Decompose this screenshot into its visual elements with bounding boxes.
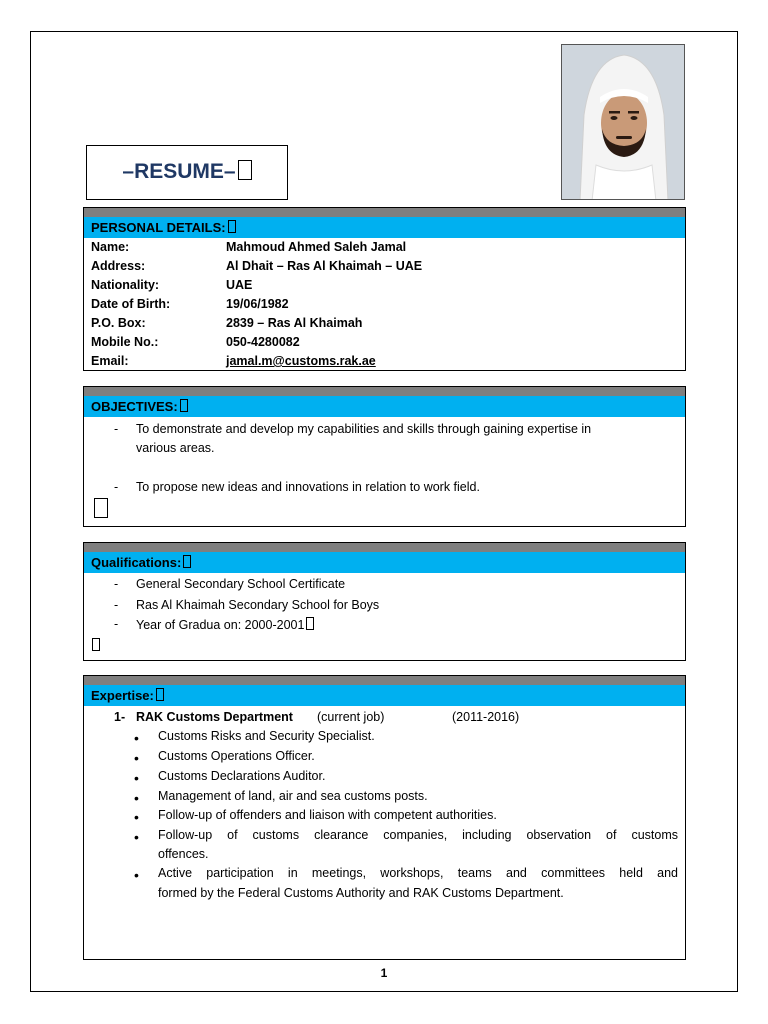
field-label: P.O. Box:	[91, 316, 146, 330]
qualification-item	[136, 617, 314, 632]
section-bar	[84, 543, 685, 552]
duty-item: Customs Operations Officer.	[158, 749, 315, 763]
field-value: 2839 – Ras Al Khaimah	[226, 316, 363, 330]
missing-glyph-icon	[228, 220, 236, 233]
bullet-marker: •	[134, 809, 139, 825]
qualification-item: General Secondary School Certificate	[136, 577, 346, 591]
personal-details-section	[83, 207, 686, 371]
section-bar	[84, 208, 685, 217]
missing-glyph-icon	[183, 555, 191, 568]
resume-title	[87, 160, 287, 184]
profile-photo-image	[562, 45, 685, 200]
duty-item: Follow-up of customs clearance companies, including observation of customs	[158, 828, 678, 842]
field-value: UAE	[226, 278, 253, 292]
section-bar	[84, 676, 685, 685]
expertise-section	[83, 675, 686, 960]
profile-photo	[561, 44, 685, 200]
resume-title-text: –RESUME–	[122, 160, 236, 183]
objectives-heading-text: OBJECTIVES:	[91, 399, 178, 414]
qualifications-section	[83, 542, 686, 661]
field-value: Al Dhait – Ras Al Khaimah – UAE	[226, 259, 423, 273]
qualifications-heading-text: Qualifications:	[91, 555, 182, 570]
qualification-item-text: Year of Gradua on: 2000-2001	[136, 618, 305, 632]
field-value: 19/06/1982	[226, 297, 289, 311]
dash-marker: -	[114, 617, 119, 631]
objective-item: To propose new ideas and innovations in relation to work field.	[136, 480, 480, 494]
expertise-heading	[84, 685, 685, 706]
field-label: Address:	[91, 259, 146, 273]
dash-marker: -	[114, 480, 119, 494]
missing-glyph-icon	[94, 498, 108, 518]
job-period: (2011-2016)	[452, 710, 520, 724]
missing-glyph-icon	[238, 160, 252, 180]
personal-details-heading	[84, 217, 685, 238]
field-value: Mahmoud Ahmed Saleh Jamal	[226, 240, 407, 254]
section-bar	[84, 387, 685, 396]
duty-item: Management of land, air and sea customs posts.	[158, 789, 428, 803]
resume-title-box	[86, 145, 288, 200]
personal-details-heading-text: PERSONAL DETAILS:	[91, 220, 226, 235]
page-number: 1	[380, 966, 388, 980]
field-label: Email:	[91, 354, 129, 368]
dash-marker: -	[114, 422, 119, 436]
bullet-marker: •	[134, 730, 139, 746]
objectives-heading	[84, 396, 685, 417]
missing-glyph-icon	[306, 617, 314, 630]
dash-marker: -	[114, 577, 119, 591]
job-number: 1-	[114, 710, 126, 724]
missing-glyph-icon	[156, 688, 164, 701]
duty-item: Active participation in meetings, workshops, teams and committees held and	[158, 866, 678, 880]
expertise-heading-text: Expertise:	[91, 688, 154, 703]
duty-item-continued: formed by the Federal Customs Authority and RAK Customs Department.	[158, 886, 564, 900]
duty-item-continued: offences.	[158, 847, 209, 861]
duty-item: Customs Risks and Security Specialist.	[158, 729, 375, 743]
objective-item: To demonstrate and develop my capabilities and skills through gaining expertise in	[136, 422, 592, 436]
qualifications-heading	[84, 552, 685, 573]
bullet-marker: •	[134, 867, 139, 883]
duty-item: Customs Declarations Auditor.	[158, 769, 326, 783]
job-status: (current job)	[317, 710, 385, 724]
missing-glyph-icon	[180, 399, 188, 412]
field-label: Date of Birth:	[91, 297, 171, 311]
field-label: Nationality:	[91, 278, 160, 292]
field-label: Name:	[91, 240, 130, 254]
email-link[interactable]: jamal.m@customs.rak.ae	[226, 354, 376, 368]
bullet-marker: •	[134, 829, 139, 845]
field-value: 050-4280082	[226, 335, 300, 349]
missing-glyph-icon	[92, 638, 100, 651]
bullet-marker: •	[134, 750, 139, 766]
objectives-section	[83, 386, 686, 527]
qualification-item: Ras Al Khaimah Secondary School for Boys	[136, 598, 380, 612]
bullet-marker: •	[134, 770, 139, 786]
duty-item: Follow-up of offenders and liaison with competent authorities.	[158, 808, 497, 822]
objective-item-continued: various areas.	[136, 441, 215, 455]
field-label: Mobile No.:	[91, 335, 159, 349]
job-employer: RAK Customs Department	[136, 710, 293, 724]
bullet-marker: •	[134, 790, 139, 806]
dash-marker: -	[114, 598, 119, 612]
